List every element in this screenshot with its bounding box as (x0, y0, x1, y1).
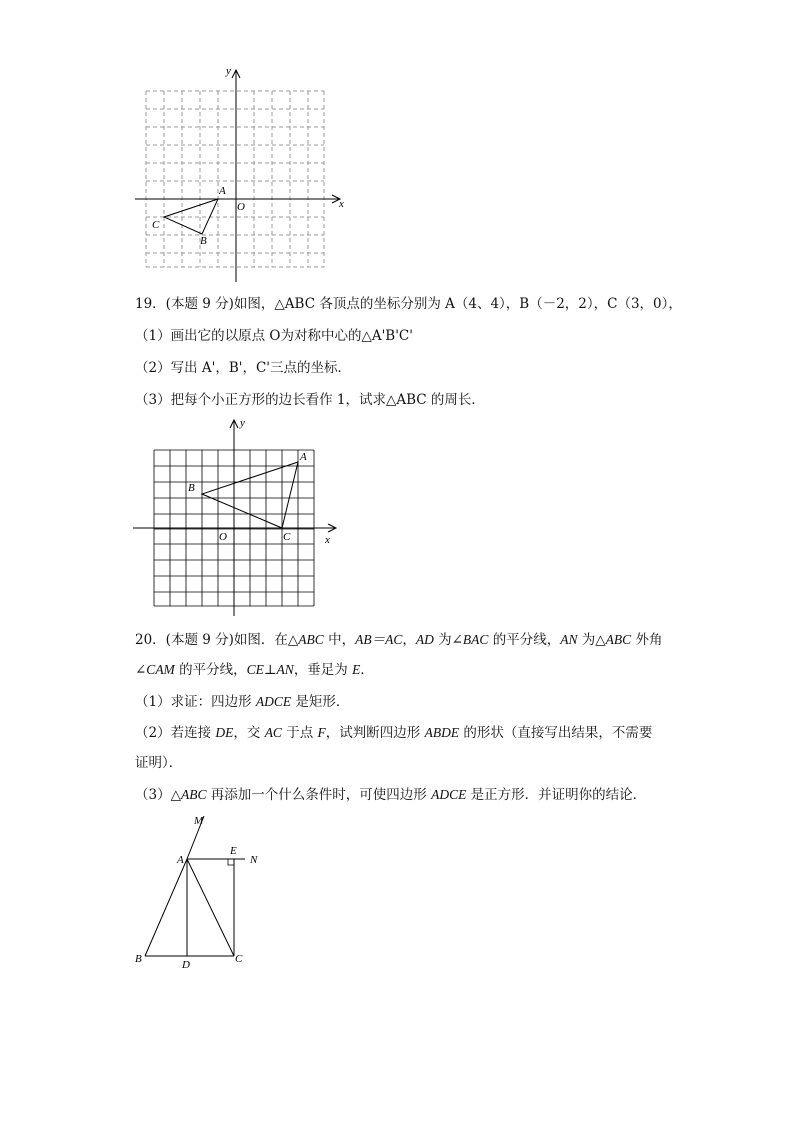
term: ∠CAM (135, 662, 175, 677)
point-b-label: B (200, 235, 207, 247)
text: （2）若连接 (135, 725, 216, 741)
point-m-label: M (194, 815, 204, 827)
q19-stem-body: △ABC 各顶点的坐标分别为 A（4、4），B（－2，2），C（3，0）， (274, 296, 682, 312)
term: ADCE (255, 694, 292, 709)
text: ，交 (233, 725, 265, 741)
origin-label: O (237, 201, 245, 213)
term: AN (560, 632, 578, 647)
q19-part-3: （3）把每个小正方形的边长看作 1，试求△ABC 的周长． (135, 392, 485, 408)
side-ab (145, 859, 187, 956)
text: ， (402, 632, 416, 648)
text: ，试判断四边形 (325, 725, 425, 741)
term: ∠BAC (451, 632, 489, 647)
term: △ABC (595, 632, 632, 647)
text: 的平分线， (174, 662, 247, 678)
q20-number: 20．(本题 9 分)如图．在 (135, 632, 288, 648)
right-angle-mark-icon (228, 859, 234, 865)
point-b-label: B (135, 953, 142, 965)
q20-stem-line-1 (135, 630, 662, 650)
q20-part-2 (135, 723, 652, 743)
point-b-label: B (188, 482, 195, 494)
q20-part-2-continued: 证明）． (135, 755, 183, 771)
x-axis-label: x (339, 198, 344, 210)
q19-number: 19．(本题 9 分)如图， (135, 296, 275, 312)
text: 外角 (631, 632, 663, 648)
term: F (317, 725, 326, 740)
figure-3-geometry (130, 810, 280, 970)
text: 是矩形． (291, 694, 350, 710)
term: △ABC (287, 632, 324, 647)
point-a-label: A (177, 854, 184, 866)
point-e-label: E (230, 845, 237, 857)
point-a-label: A (219, 185, 226, 197)
q19-stem (135, 294, 682, 314)
term: AC (264, 725, 282, 740)
point-c-label: C (283, 531, 291, 543)
term: ABDE (424, 725, 460, 740)
q20-part-3 (135, 785, 646, 805)
point-c-label: C (152, 219, 160, 231)
q19-part-2: （2）写出 A'，B'，C'三点的坐标． (135, 360, 352, 376)
text: ． (360, 662, 374, 678)
text: （1）求证：四边形 (135, 694, 256, 710)
text: （3） (135, 787, 171, 803)
point-a-label: A (300, 451, 307, 463)
term: E (352, 662, 361, 677)
y-axis-label: y (240, 417, 245, 429)
origin-label: O (219, 531, 227, 543)
text: 的形状（直接写出结果，不需要 (459, 725, 653, 741)
text: 中， (323, 632, 356, 648)
q19-part-1: （1）画出它的以原点 O为对称中心的△A'B'C' (135, 328, 413, 344)
point-n-label: N (250, 854, 258, 866)
text: 再添加一个什么条件时，可使四边形 (206, 787, 432, 803)
x-axis-label: x (325, 534, 330, 546)
text: 于点 (281, 725, 318, 741)
figure-1-coordinate-grid (130, 62, 350, 284)
term: CE⊥AN (246, 662, 294, 677)
term: AB＝AC (355, 632, 403, 647)
point-c-label: C (235, 953, 243, 965)
figure-2-coordinate-grid (130, 414, 342, 620)
y-axis-label: y (226, 65, 231, 77)
text: ，垂足为 (293, 662, 353, 678)
text: 为 (577, 632, 596, 648)
term: DE (215, 725, 234, 740)
text: 是正方形．并证明你的结论． (466, 787, 647, 803)
term: AD (415, 632, 434, 647)
term: △ABC (170, 787, 207, 802)
q20-stem-line-2 (135, 660, 374, 680)
text: 为 (433, 632, 452, 648)
point-d-label: D (182, 959, 190, 970)
q20-part-1 (135, 692, 349, 712)
dashed-grid (146, 91, 324, 267)
term: ADCE (431, 787, 467, 802)
text: 的平分线， (488, 632, 561, 648)
side-ac (187, 859, 234, 956)
